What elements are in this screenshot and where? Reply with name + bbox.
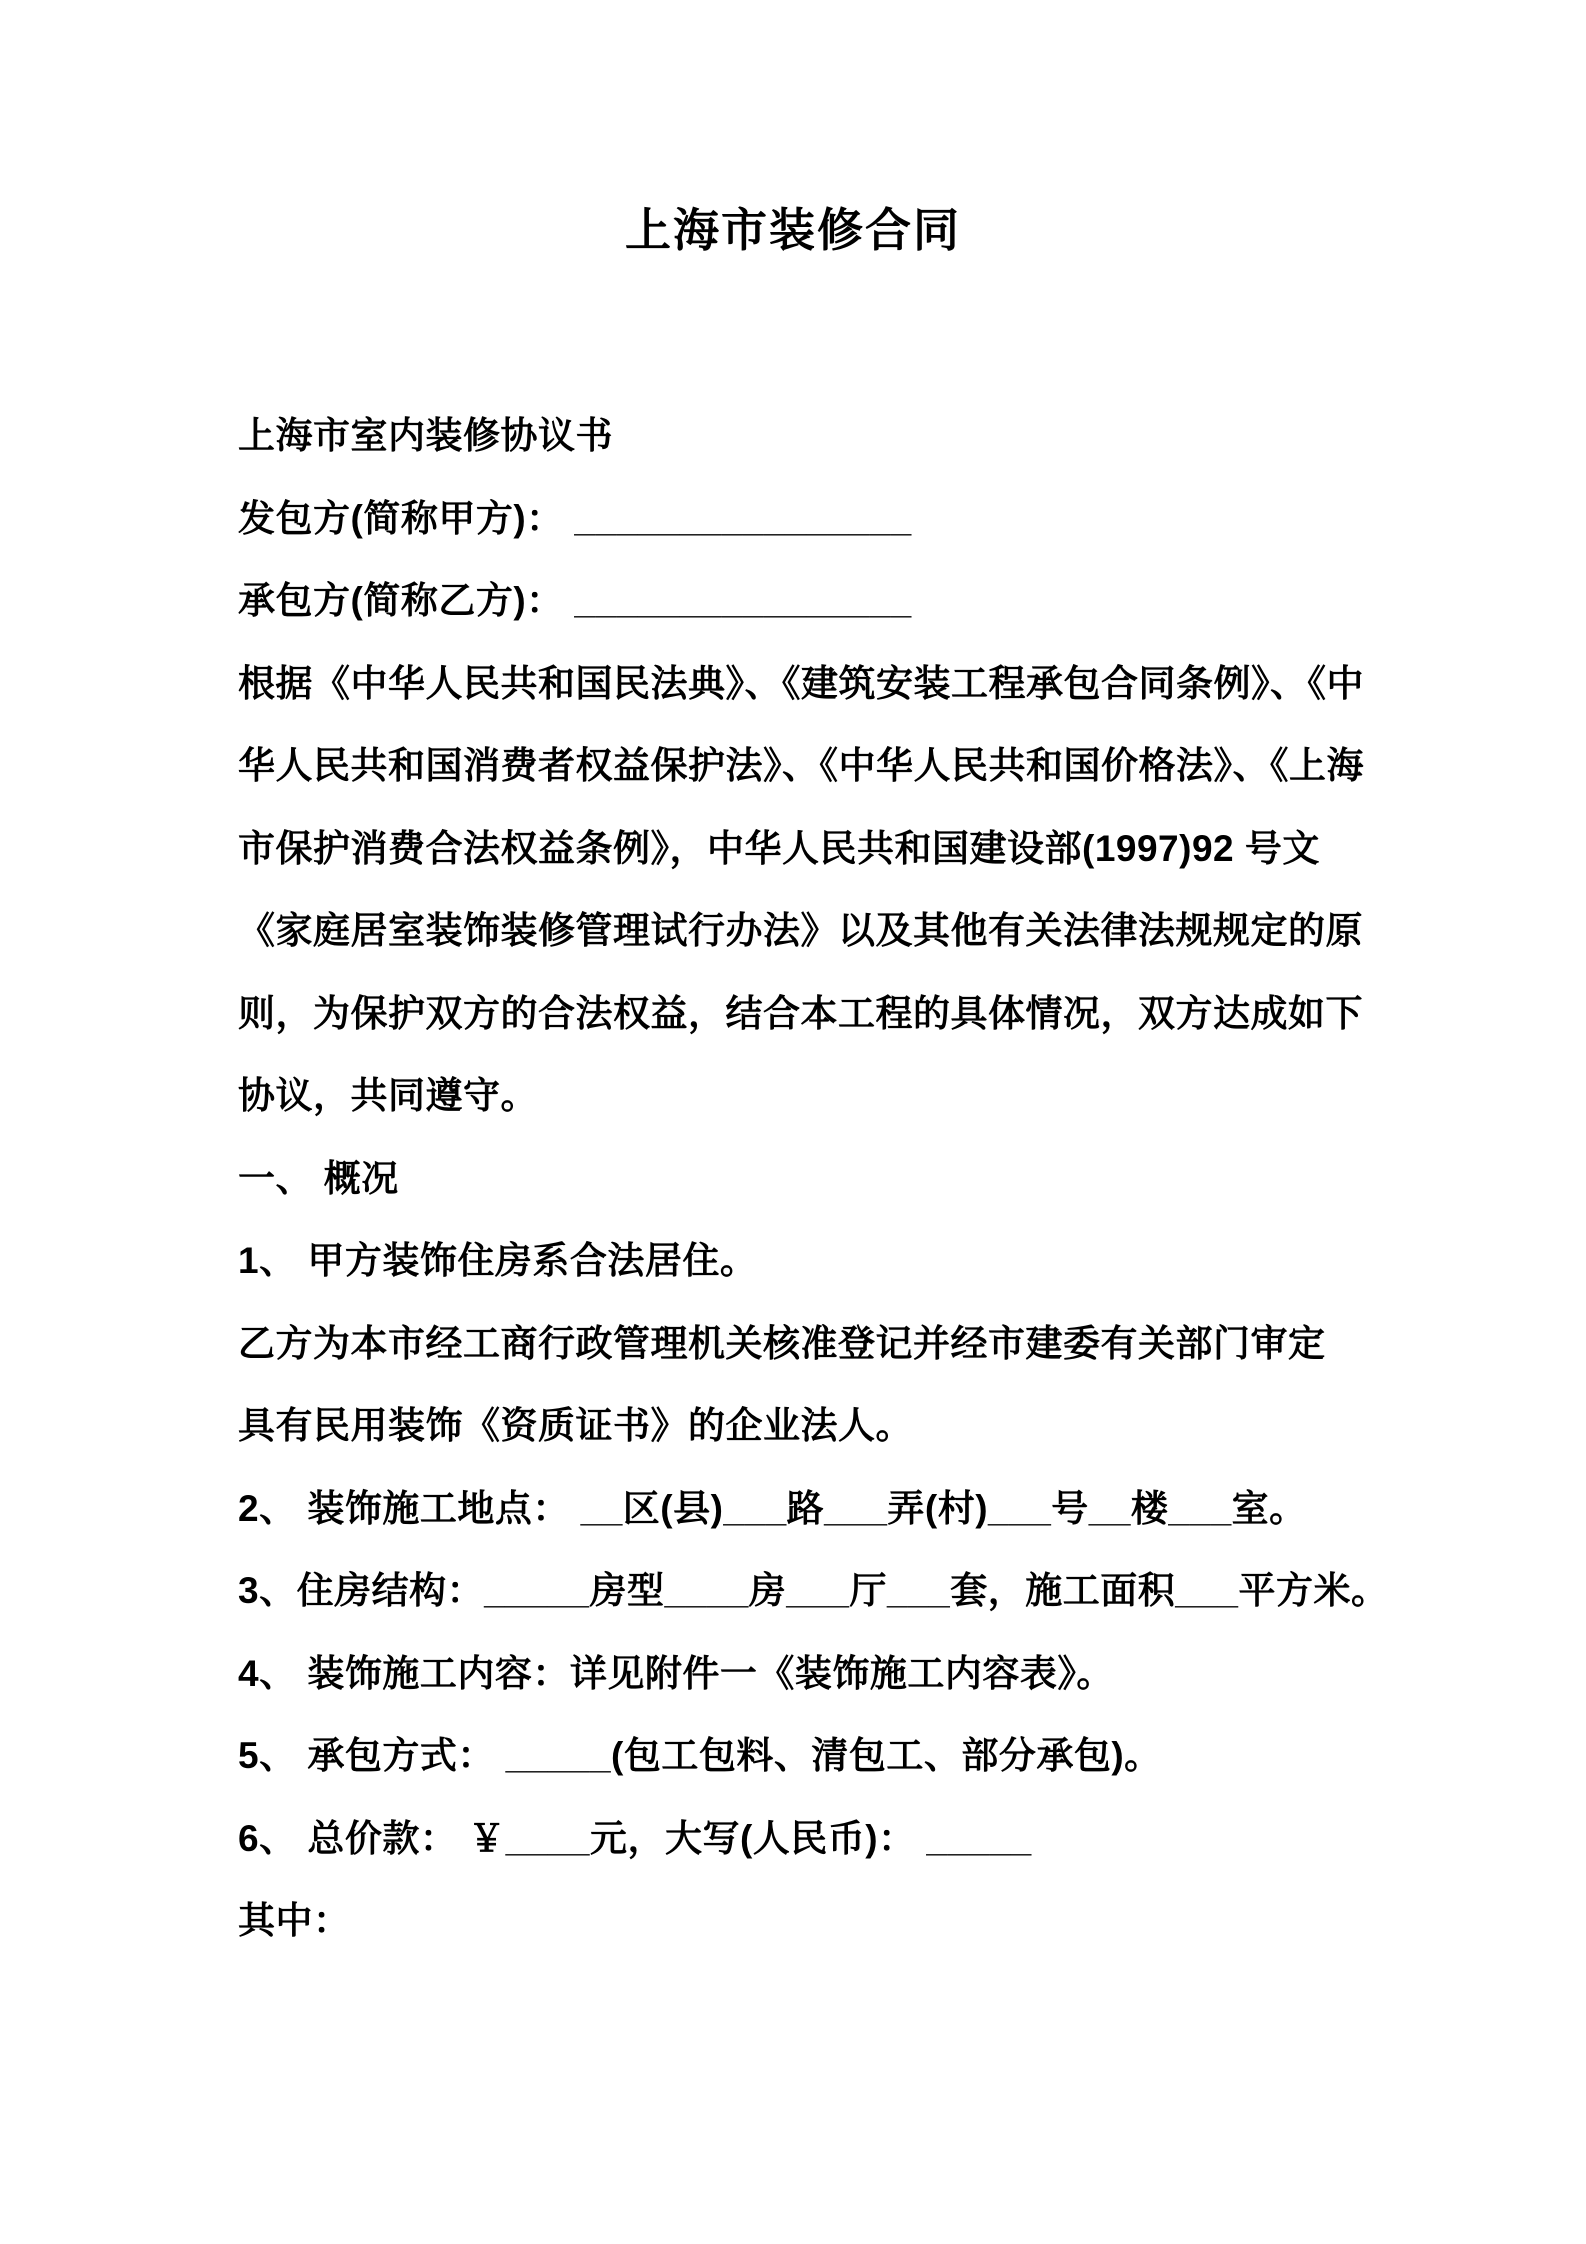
party-a-line: 发包方(简称甲方)： ________________ [238, 497, 912, 539]
document-subtitle: 上海市室内装修协议书 [238, 415, 613, 456]
preamble-line-2: 华人民共和国消费者权益保护法》、《中华人民共和国价格法》、《上海 [238, 745, 1364, 786]
preamble-line-4: 《家庭居室装饰装修管理试行办法》以及其他有关法律法规规定的原 [238, 910, 1363, 951]
preamble-line-3: 市保护消费合法权益条例》，中华人民共和国建设部(1997)92 号文 [238, 827, 1320, 869]
section-heading-overview: 一、 概况 [238, 1157, 399, 1199]
clause-6-subitem: 其中： [238, 1900, 351, 1941]
clause-2: 2、 装饰施工地点： __区(县)___路___弄(村)___号__楼___室。 [238, 1487, 1307, 1529]
document-title: 上海市装修合同 [625, 204, 961, 256]
preamble-line-1: 根据《中华人民共和国民法典》、《建筑安装工程承包合同条例》、《中 [238, 662, 1364, 704]
clause-3: 3、住房结构：_____房型____房___厅___套，施工面积___平方米。 [238, 1570, 1389, 1611]
clause-1-continued-1: 乙方为本市经工商行政管理机关核准登记并经市建委有关部门审定 [238, 1322, 1326, 1364]
preamble-line-5: 则，为保护双方的合法权益，结合本工程的具体情况，双方达成如下 [238, 992, 1363, 1034]
party-b-line: 承包方(简称乙方)： ________________ [238, 580, 912, 621]
clause-1-continued-2: 具有民用装饰《资质证书》的企业法人。 [238, 1405, 913, 1446]
preamble-line-6: 协议，共同遵守。 [238, 1075, 538, 1116]
clause-4: 4、 装饰施工内容：详见附件一《装饰施工内容表》。 [238, 1652, 1114, 1694]
clause-5: 5、 承包方式： _____(包工包料、清包工、部分承包)。 [238, 1735, 1162, 1776]
clause-6: 6、 总价款： ￥____元，大写(人民币)： _____ [238, 1817, 1032, 1859]
clause-1: 1、 甲方装饰住房系合法居住。 [238, 1240, 758, 1281]
document-body [0, 395, 1586, 1963]
